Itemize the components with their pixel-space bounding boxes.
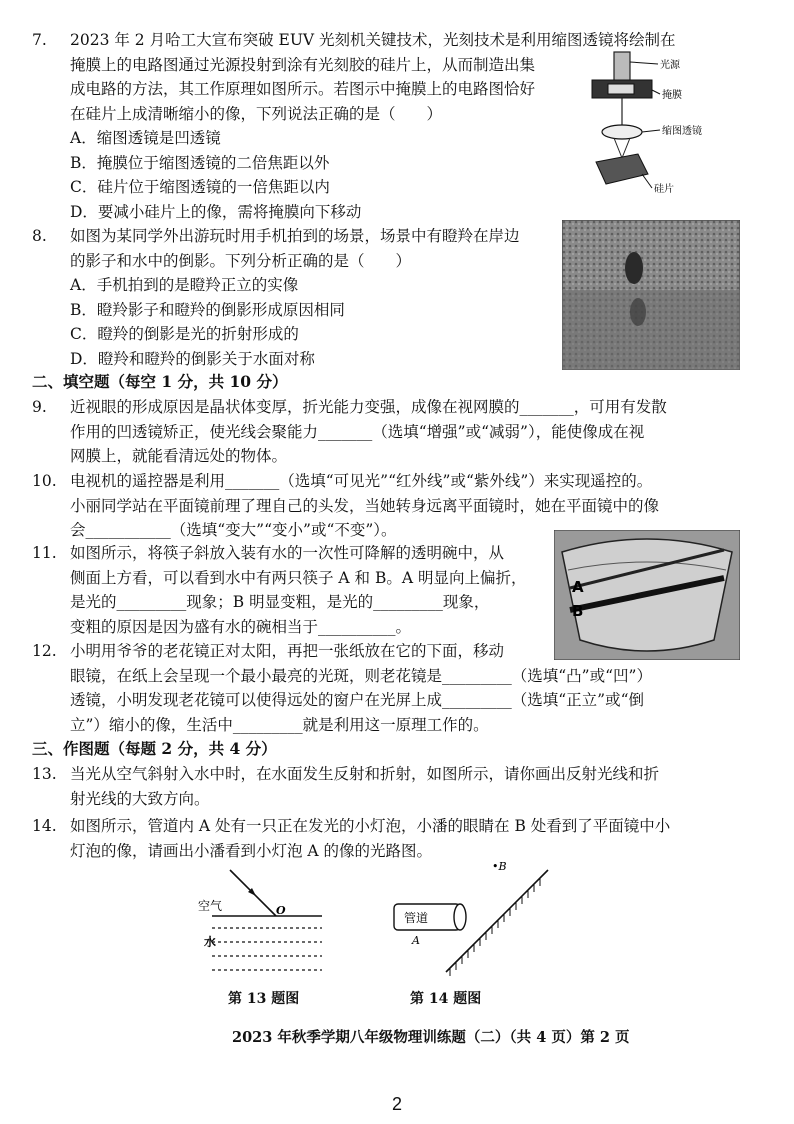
label-a: A bbox=[572, 578, 584, 596]
mirror-figure bbox=[380, 856, 560, 980]
text-line: 电视机的遥控器是利用_______（选填“可见光”“红外线”或“紫外线”）来实现遥控的。 bbox=[70, 472, 653, 490]
label-a: A bbox=[412, 934, 420, 947]
text-line: 网膜上，就能看清远处的物体。 bbox=[70, 447, 288, 465]
question-text bbox=[70, 224, 520, 273]
label-light-source: 光源 bbox=[660, 60, 680, 71]
text-line: 小明用爷爷的老花镜正对太阳，再把一张纸放在它的下面，移动 bbox=[70, 642, 505, 660]
label-lens: 缩图透镜 bbox=[662, 126, 702, 137]
text-line: 透镜，小明发现老花镜可以使得远处的窗户在光屏上成_________（选填“正立”或“倒 bbox=[70, 691, 645, 709]
option-a: A．手机拍到的是瞪羚正立的实像 bbox=[70, 276, 299, 294]
section-2-heading: 二、填空题（每空 1 分，共 10 分） bbox=[32, 372, 288, 391]
text-line: 当光从空气斜射入水中时，在水面发生反射和折射，如图所示，请你画出反射光线和折 bbox=[70, 765, 660, 783]
lithography-figure bbox=[582, 50, 712, 205]
text-line: 变粗的原因是因为盛有水的碗相当于__________。 bbox=[70, 617, 412, 636]
label-pipe: 管道 bbox=[404, 911, 429, 925]
text-line: 2023 年 2 月哈工大宣布突破 EUV 光刻机关键技术，光刻技术是利用缩图透镜将绘制在 bbox=[70, 31, 676, 49]
option-a: A．缩图透镜是凹透镜 bbox=[70, 129, 221, 147]
question-8 bbox=[32, 224, 520, 371]
question-number: 11. bbox=[32, 544, 57, 562]
text-line: 掩膜上的电路图通过光源投射到涂有光刻胶的硅片上，从而制造出集 bbox=[70, 55, 536, 74]
question-number: 7. bbox=[32, 31, 47, 49]
question-text bbox=[70, 541, 527, 639]
question-11 bbox=[32, 541, 527, 639]
text-line: 眼镜，在纸上会呈现一个最小最亮的光斑，则老花镜是_________（选填“凸”或“凹”） bbox=[70, 666, 652, 685]
question-number: 12. bbox=[32, 642, 57, 660]
refraction-figure bbox=[196, 866, 330, 982]
question-9 bbox=[32, 395, 667, 469]
label-water: 水 bbox=[204, 935, 217, 949]
question-number: 13. bbox=[32, 765, 57, 783]
text-line: 在硅片上成清晰缩小的像，下列说法正确的是（ ） bbox=[70, 104, 443, 123]
text-line: 作用的凹透镜矫正，使光线会聚能力_______（选填“增强”或“减弱”），能使像成在视 bbox=[70, 422, 645, 441]
figure-14-caption: 第 14 题图 bbox=[410, 991, 482, 1007]
question-text bbox=[70, 762, 659, 811]
section-3-heading: 三、作图题（每题 2 分，共 4 分） bbox=[32, 739, 277, 758]
option-d: D．要减小硅片上的像，需将掩膜向下移动 bbox=[70, 202, 362, 221]
text-line: 如图为某同学外出游玩时用手机拍到的场景，场景中有瞪羚在岸边 bbox=[70, 227, 520, 245]
option-c: C．硅片位于缩图透镜的一倍焦距以内 bbox=[70, 178, 330, 196]
figure-13-caption: 第 13 题图 bbox=[228, 991, 300, 1007]
question-number: 9. bbox=[32, 398, 47, 416]
label-b: •B bbox=[492, 860, 507, 873]
text-line: 是光的_________现象；B 明显变粗，是光的_________现象， bbox=[70, 593, 490, 611]
option-list bbox=[70, 273, 520, 371]
label-air: 空气 bbox=[198, 899, 223, 913]
text-line: 近视眼的形成原因是晶状体变厚，折光能力变强，成像在视网膜的_______，可用有发散 bbox=[70, 398, 667, 416]
text-line: 射光线的大致方向。 bbox=[70, 789, 210, 808]
question-14 bbox=[32, 814, 670, 863]
text-line: 如图所示，将筷子斜放入装有水的一次性可降解的透明碗中，从 bbox=[70, 544, 505, 562]
question-7 bbox=[32, 28, 676, 224]
page-number: 2 bbox=[391, 1094, 402, 1114]
option-b: B．瞪羚影子和瞪羚的倒影形成原因相同 bbox=[70, 300, 345, 319]
label-wafer: 硅片 bbox=[654, 184, 674, 195]
option-d: D．瞪羚和瞪羚的倒影关于水面对称 bbox=[70, 349, 315, 368]
text-line: 会___________（选填“变大”“变小”或“不变”）。 bbox=[70, 521, 397, 539]
gazelle-photo bbox=[562, 220, 740, 370]
question-text bbox=[70, 395, 667, 469]
text-line: 立”）缩小的像，生活中_________就是利用这一原理工作的。 bbox=[70, 715, 489, 734]
question-number: 8. bbox=[32, 227, 47, 245]
option-b: B．掩膜位于缩图透镜的二倍焦距以外 bbox=[70, 153, 330, 172]
question-text bbox=[70, 639, 652, 737]
text-line: 灯泡的像，请画出小潘看到小灯泡 A 的像的光路图。 bbox=[70, 841, 433, 860]
option-c: C．瞪羚的倒影是光的折射形成的 bbox=[70, 325, 299, 343]
page-footer: 2023 年秋季学期八年级物理训练题（二）（共 4 页）第 2 页 bbox=[232, 1029, 630, 1046]
text-line: 成电路的方法，其工作原理如图所示。若图示中掩膜上的电路图恰好 bbox=[70, 80, 536, 98]
text-line: 侧面上方看，可以看到水中有两只筷子 A 和 B。A 明显向上偏折， bbox=[70, 568, 527, 587]
text-line: 如图所示，管道内 A 处有一只正在发光的小灯泡，小潘的眼睛在 B 处看到了平面镜中小 bbox=[70, 817, 671, 835]
label-o: O bbox=[276, 904, 286, 917]
question-number: 14. bbox=[32, 817, 57, 835]
text-line: 小丽同学站在平面镜前理了理自己的头发，当她转身远离平面镜时，她在平面镜中的像 bbox=[70, 496, 660, 515]
question-12 bbox=[32, 639, 652, 737]
question-13 bbox=[32, 762, 659, 811]
label-b: B bbox=[572, 602, 584, 620]
label-mask: 掩膜 bbox=[662, 90, 682, 101]
question-number: 10. bbox=[32, 472, 57, 490]
text-line: 的影子和水中的倒影。下列分析正确的是（ ） bbox=[70, 251, 412, 270]
question-text bbox=[70, 814, 670, 863]
